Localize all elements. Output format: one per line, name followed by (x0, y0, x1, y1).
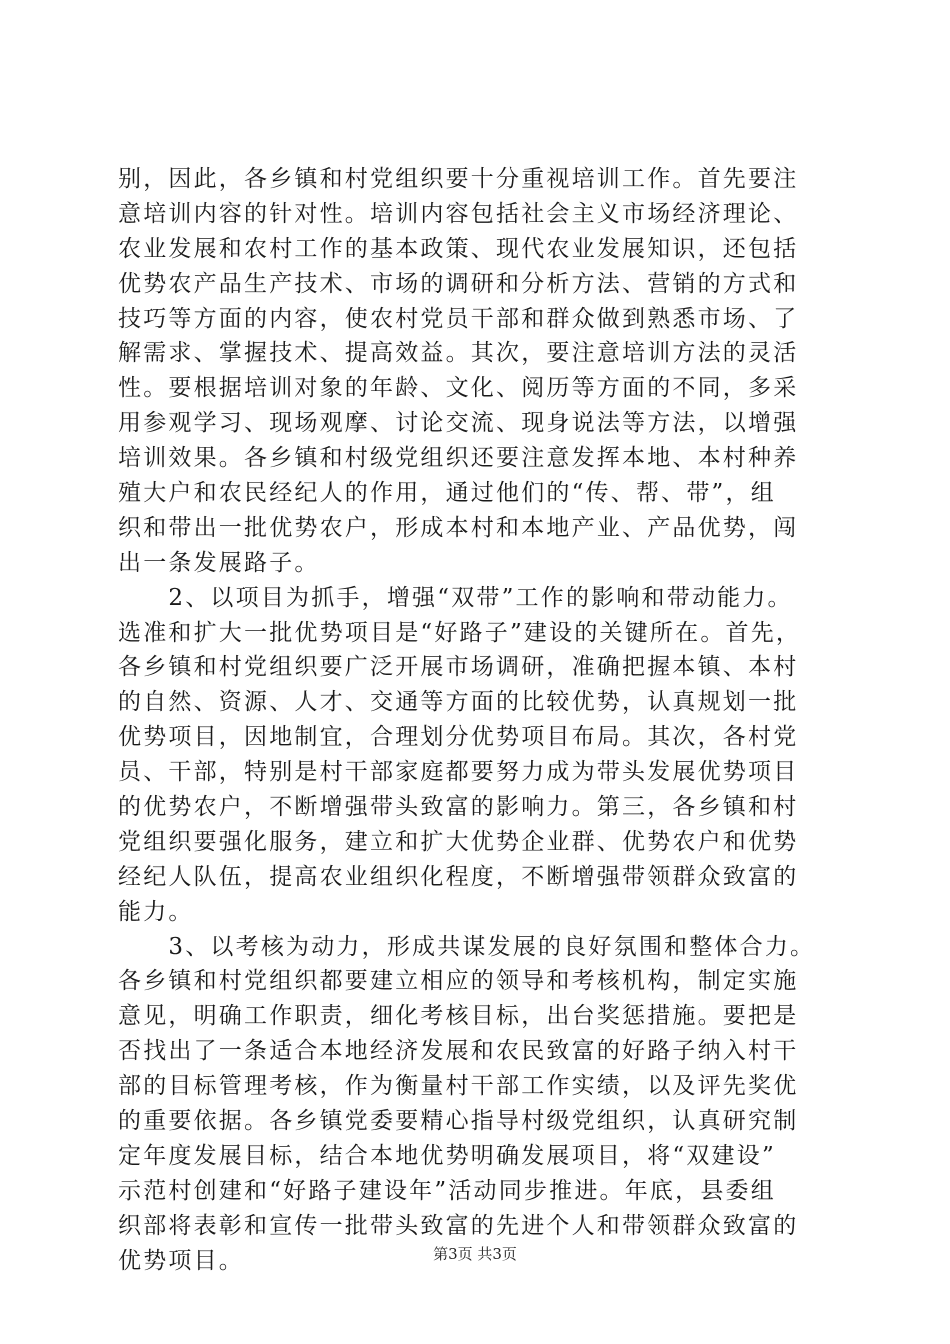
text-line: 织部将表彰和宣传一批带头致富的先进个人和带领群众致富的 (118, 1212, 799, 1239)
text-line: 优势农产品生产技术、市场的调研和分析方法、营销的方式和 (118, 270, 799, 297)
text-line: 经纪人队伍，提高农业组织化程度，不断增强带领群众致富的 (118, 863, 799, 890)
text-line: 定年度发展目标，结合本地优势明确发展项目，将“双建设” (118, 1142, 776, 1169)
text-line: 出一条发展路子。 (118, 549, 320, 576)
text-line: 部的目标管理考核，作为衡量村干部工作实绩，以及评先奖优 (118, 1073, 799, 1100)
paragraph-heading: 3、以考核为动力，形成共谋发展的良好氛围和整体合力。 (118, 933, 816, 960)
text-line: 性。要根据培训对象的年龄、文化、阅历等方面的不同，多采 (118, 375, 799, 402)
text-line: 优势项目，因地制宜，合理划分优势项目布局。其次，各村党 (118, 724, 799, 751)
text-line: 员、干部，特别是村干部家庭都要努力成为带头发展优势项目 (118, 759, 799, 786)
text-line: 的自然、资源、人才、交通等方面的比较优势，认真规划一批 (118, 689, 799, 716)
text-line: 优势项目。 (118, 1247, 244, 1274)
text-line: 用参观学习、现场观摩、讨论交流、现身说法等方法，以增强 (118, 410, 799, 437)
page-number-footer: 第3页 共3页 (433, 1245, 517, 1263)
text-line: 农业发展和农村工作的基本政策、现代农业发展知识，还包括 (118, 235, 799, 262)
text-line: 技巧等方面的内容，使农村党员干部和群众做到熟悉市场、了 (118, 305, 799, 332)
text-line: 党组织要强化服务，建立和扩大优势企业群、优势农户和优势 (118, 828, 799, 855)
text-line: 意培训内容的针对性。培训内容包括社会主义市场经济理论、 (118, 200, 799, 227)
body-text (118, 162, 838, 1279)
paragraph-heading: 2、以项目为抓手，增强“双带”工作的影响和带动能力。 (118, 584, 793, 611)
text-line: 各乡镇和村党组织要广泛开展市场调研，准确把握本镇、本村 (118, 654, 799, 681)
text-line: 意见，明确工作职责，细化考核目标，出台奖惩措施。要把是 (118, 1003, 799, 1030)
text-line: 否找出了一条适合本地经济发展和农民致富的好路子纳入村干 (118, 1038, 799, 1065)
text-line: 殖大户和农民经纪人的作用，通过他们的“传、帮、带”，组 (118, 480, 776, 507)
text-line: 选准和扩大一批优势项目是“好路子”建设的关键所在。首先， (118, 619, 802, 646)
text-line: 能力。 (118, 898, 194, 925)
text-line: 示范村创建和“好路子建设年”活动同步推进。年底，县委组 (118, 1177, 776, 1204)
text-line: 织和带出一批优势农户，形成本村和本地产业、产品优势，闯 (118, 514, 799, 541)
text-line: 的重要依据。各乡镇党委要精心指导村级党组织，认真研究制 (118, 1108, 799, 1135)
text-line: 的优势农户，不断增强带头致富的影响力。第三，各乡镇和村 (118, 794, 799, 821)
text-line: 培训效果。各乡镇和村级党组织还要注意发挥本地、本村种养 (118, 445, 799, 472)
text-line: 解需求、掌握技术、提高效益。其次，要注意培训方法的灵活 (118, 340, 799, 367)
text-line: 各乡镇和村党组织都要建立相应的领导和考核机构，制定实施 (118, 968, 799, 995)
text-line: 别，因此，各乡镇和村党组织要十分重视培训工作。首先要注 (118, 166, 799, 192)
